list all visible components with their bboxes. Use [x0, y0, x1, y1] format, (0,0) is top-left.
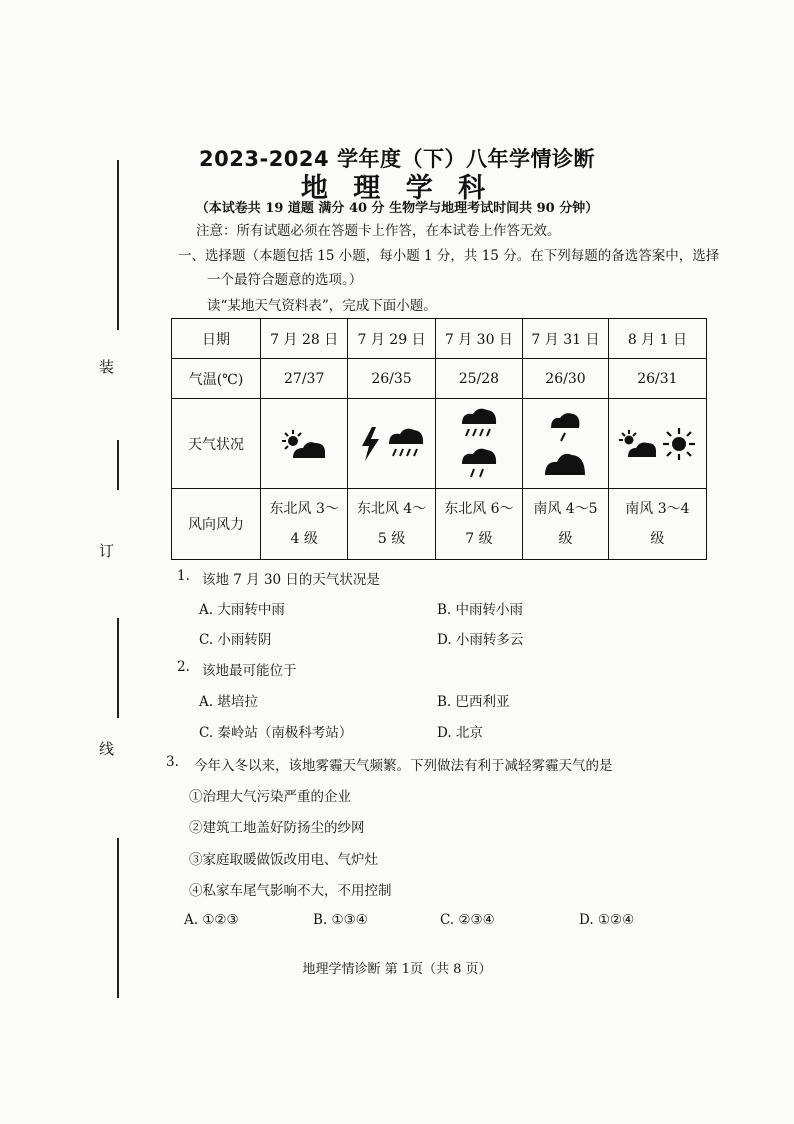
exam-title: 2023-2024 学年度（下）八年学情诊断	[199, 147, 595, 171]
date-cell: 7 月 31 日	[523, 319, 609, 359]
sun-cloud-icon	[618, 429, 658, 459]
option-b: B. 巴西利亚	[437, 694, 510, 710]
binding-char-zhuang: 装	[99, 358, 115, 376]
wind-line: 东北风 4～	[356, 501, 427, 517]
heavy-rain-icon	[386, 426, 426, 462]
statement-item: ①治理大气污染严重的企业	[189, 789, 351, 805]
question-stem: 今年入冬以来，该地雾霾天气频繁。下列做法有利于减轻雾霾天气的是	[194, 758, 613, 774]
wind-line: 5 级	[377, 531, 406, 547]
wind-cell	[348, 489, 435, 560]
wind-line: 东北风 3～	[269, 501, 339, 517]
option-b: B. ①③④	[313, 912, 368, 928]
section-heading: 一、选择题（本题包括 15 小题，每小题 1 分，共 15 分。在下列每题的备选答案中，选择	[178, 248, 720, 264]
wind-line: 7 级	[465, 531, 493, 547]
moderate-rain-icon	[459, 446, 499, 482]
weather-cell	[608, 399, 706, 489]
weather-table	[171, 318, 707, 560]
binding-char-xian: 线	[99, 740, 115, 758]
wind-cell	[261, 489, 348, 560]
question-number: 2.	[177, 659, 190, 675]
row-label-temp: 气温(℃)	[172, 359, 261, 399]
question-number: 3.	[166, 754, 179, 770]
wind-line: 南风 3～4	[625, 501, 690, 517]
temp-row	[172, 359, 707, 399]
sun-icon	[662, 427, 696, 461]
wind-cell	[523, 489, 609, 560]
option-d: D. ①②④	[579, 912, 635, 928]
date-cell: 7 月 29 日	[348, 319, 435, 359]
binding-char-ding: 订	[99, 542, 115, 560]
row-label-weather: 天气状况	[172, 399, 261, 489]
date-cell: 7 月 28 日	[261, 319, 348, 359]
temp-cell: 26/30	[523, 359, 609, 399]
weather-cell	[523, 399, 609, 489]
option-c: C. ②③④	[440, 912, 495, 928]
temp-cell: 26/31	[608, 359, 706, 399]
wind-row	[172, 489, 707, 560]
date-row	[172, 319, 707, 359]
date-cell: 8 月 1 日	[608, 319, 706, 359]
section-heading-cont: 一个最符合题意的选项。）	[207, 272, 363, 288]
table-instruction: 读“某地天气资料表”，完成下面小题。	[207, 298, 437, 314]
page-footer: 地理学情诊断 第 1页（共 8 页）	[302, 962, 492, 977]
temp-cell: 26/35	[348, 359, 435, 399]
binding-line	[117, 618, 119, 718]
wind-line: 4 级	[290, 531, 318, 547]
binding-line	[117, 440, 119, 490]
sun-cloud-icon	[279, 428, 329, 460]
wind-line: 南风 4～5	[533, 501, 598, 517]
option-c: C. 秦岭站（南极科考站）	[199, 725, 353, 741]
light-rain-icon	[548, 411, 582, 445]
wind-cell	[435, 489, 522, 560]
option-a: A. 大雨转中雨	[199, 602, 285, 618]
question-stem: 该地 7 月 30 日的天气状况是	[202, 572, 380, 588]
option-a: A. 堪培拉	[199, 694, 258, 710]
statement-item: ④私家车尾气影响不大，不用控制	[189, 883, 392, 899]
wind-line: 级	[650, 531, 665, 547]
question-number: 1.	[177, 568, 190, 584]
option-c: C. 小雨转阴	[199, 632, 272, 648]
weather-cell	[261, 399, 348, 489]
row-label-date: 日期	[172, 319, 261, 359]
heavy-rain-icon	[459, 406, 499, 442]
weather-cell	[348, 399, 435, 489]
wind-cell	[608, 489, 706, 560]
option-d: D. 小雨转多云	[437, 632, 524, 648]
temp-cell: 25/28	[435, 359, 522, 399]
wind-line: 东北风 6～	[444, 501, 514, 517]
subject-title: 地 理 学 科	[300, 173, 494, 204]
overcast-icon	[543, 449, 587, 477]
temp-cell: 27/37	[261, 359, 348, 399]
statement-item: ②建筑工地盖好防扬尘的纱网	[189, 820, 365, 836]
option-d: D. 北京	[437, 725, 483, 741]
row-label-wind: 风向风力	[172, 489, 261, 560]
option-a: A. ①②③	[184, 912, 239, 928]
weather-cell	[435, 399, 522, 489]
option-b: B. 中雨转小雨	[437, 602, 524, 618]
thunder-icon	[358, 426, 382, 462]
date-cell: 7 月 30 日	[435, 319, 522, 359]
question-stem: 该地最可能位于	[202, 663, 297, 679]
weather-row	[172, 399, 707, 489]
wind-line: 级	[558, 531, 573, 547]
exam-note: （本试卷共 19 道题 满分 40 分 生物学与地理考试时间共 90 分钟）	[195, 201, 599, 216]
statement-item: ③家庭取暖做饭改用电、气炉灶	[189, 852, 378, 868]
notice: 注意：所有试题必须在答题卡上作答，在本试卷上作答无效。	[196, 223, 561, 239]
